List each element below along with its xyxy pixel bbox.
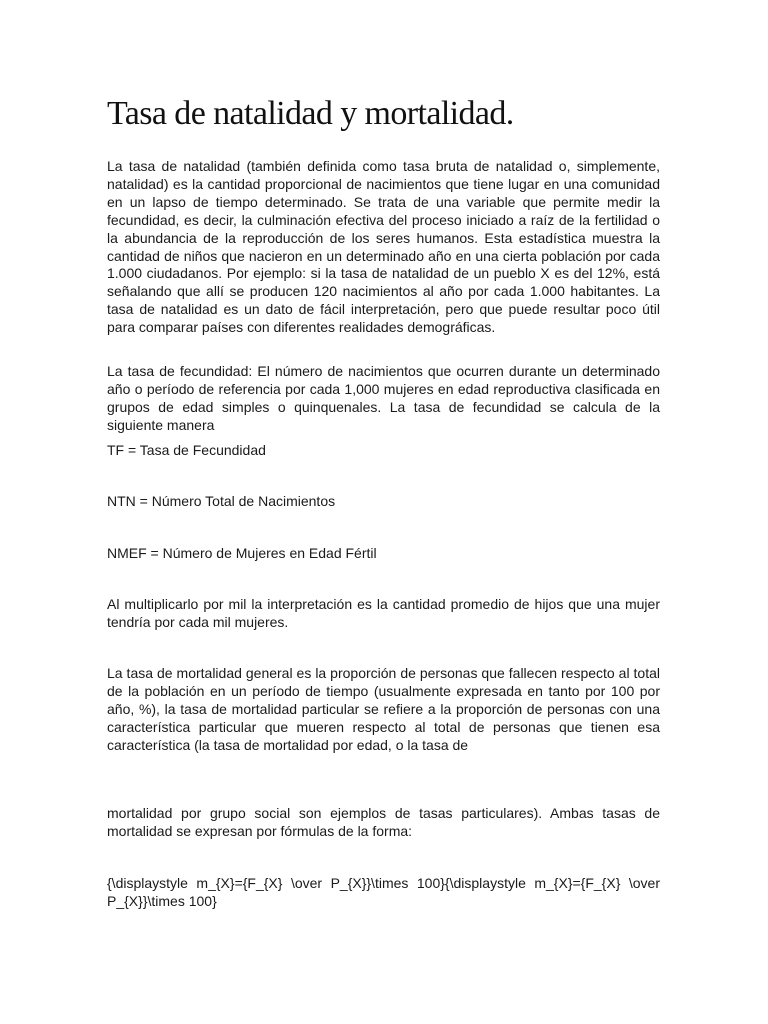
paragraph-natalidad: La tasa de natalidad (también definida como tasa bruta de natalidad o, simplemente, natalidad) es la cantidad proporcional de nacimientos que tiene lugar en una comunidad en un lapso de tiempo determinado. Se trata de una variable que permite medir la fecundidad, es decir, la culminación efectiva del proceso iniciado a raíz de la fertilidad o la abundancia de la reproducción de los seres humanos. Esta estadística muestra la cantidad de niños que nacieron en un determinado año en una cierta población por cada 1.000 ciudadanos. Por ejemplo: si la tasa de natalidad de un pueblo X es del 12%, está señalando que allí se producen 120 nacimientos al año por cada 1.000 habitantes. La tasa de natalidad es un dato de fácil interpretación, pero que puede resultar poco útil para comparar países con diferentes realidades demográficas. [107,158,660,336]
definition-nmef: NMEF = Número de Mujeres en Edad Fértil [107,545,377,561]
definition-ntn: NTN = Número Total de Nacimientos [107,493,336,509]
paragraph-mortalidad-continued: mortalidad por grupo social son ejemplos de tasas particulares). Ambas tasas de mortalidad se expresan por fórmulas de la forma: [107,805,660,839]
paragraph-fecundidad: La tasa de fecundidad: El número de nacimientos que ocurren durante un determinado año o período de referencia por cada 1,000 mujeres en edad reproductiva clasificada en grupos de edad simples o quinquenales. La tasa de fecundidad se calcula de la siguiente manera [107,363,660,433]
definition-tf: TF = Tasa de Fecundidad [107,442,266,458]
paragraph-interpretacion: Al multiplicarlo por mil la interpretación es la cantidad promedio de hijos que una mujer tendría por cada mil mujeres. [107,596,660,630]
paragraph-mortalidad: La tasa de mortalidad general es la proporción de personas que fallecen respecto al total de la población en un período de tiempo (usualmente expresada en tanto por 100 por año, %), la tasa de mortalidad particular se refiere a la proporción de personas con una característica particular que mueren respecto al total de personas que tienen esa característica (la tasa de mortalidad por edad, o la tasa de [107,665,660,753]
formula-text: {\displaystyle m_{X}={F_{X} \over P_{X}}\times 100}{\displaystyle m_{X}={F_{X} \over P_{X}}\times 100} [107,875,660,909]
page-title: Tasa de natalidad y mortalidad. [107,95,514,132]
